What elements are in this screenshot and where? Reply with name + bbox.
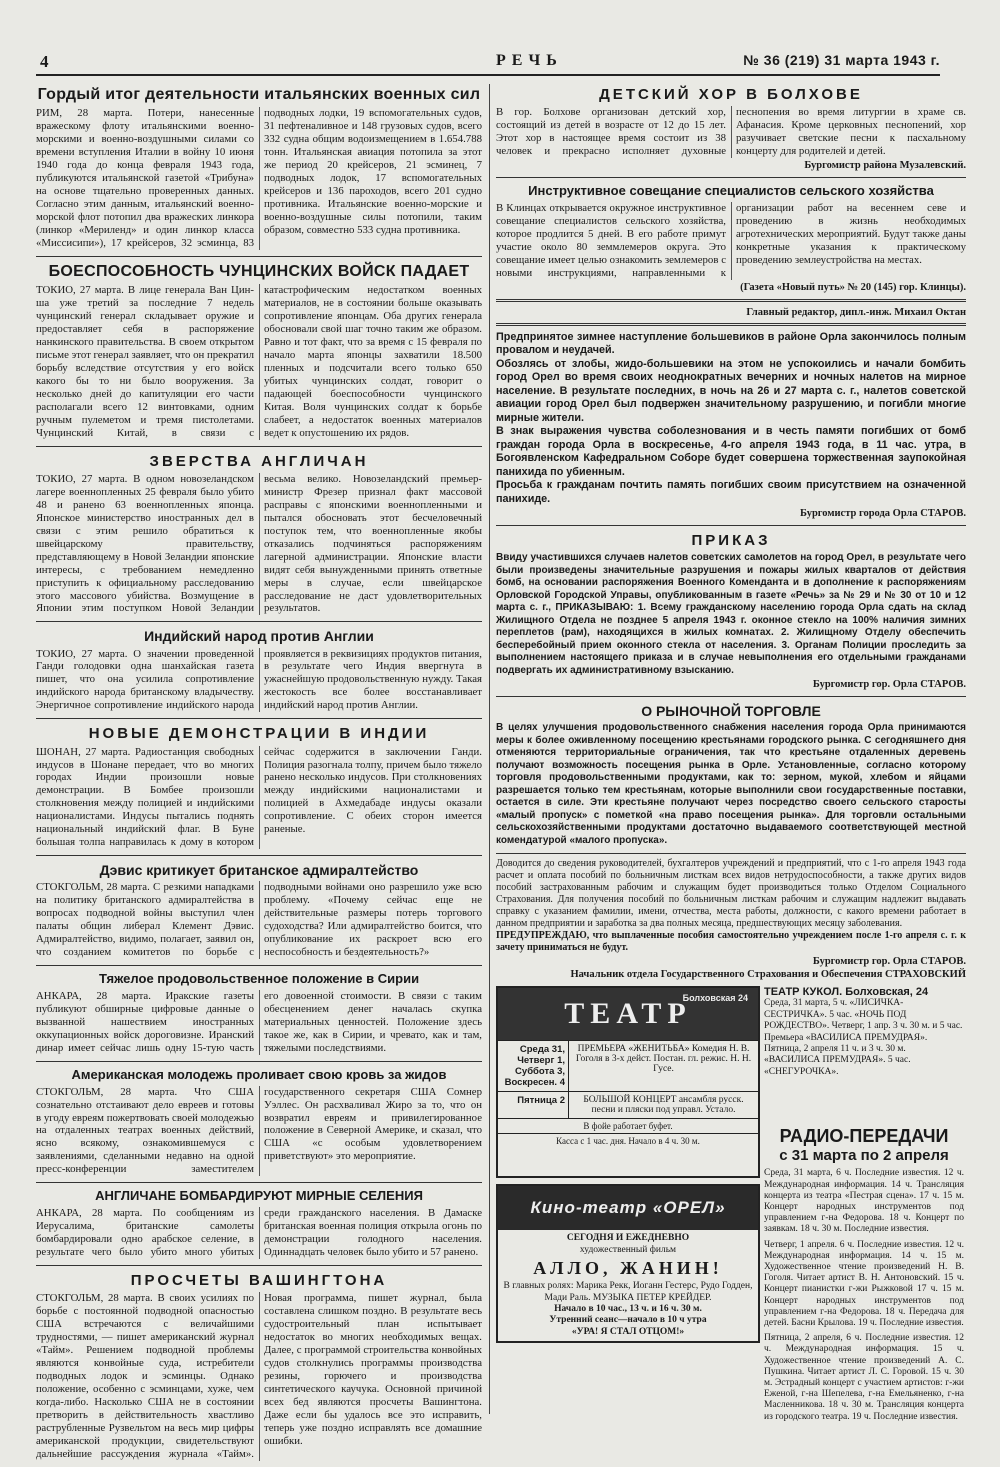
theatre-program: БОЛЬШОЙ КОНЦЕРТ ансамбля русск. песни и пляски под управл. Устало. [583,1095,744,1116]
divider [496,177,966,178]
article-social-insurance [496,858,966,980]
radio-programs [764,1120,964,1426]
divider [36,446,482,447]
source-note: (Газета «Новый путь» № 20 (145) гор. Клинцы). [740,281,966,293]
divider [36,855,482,856]
radio-subtitle: с 31 марта по 2 апреля [779,1147,949,1165]
theatre-footer: Касса с 1 час. дня. Начало в 4 ч. 30 м. [498,1133,758,1148]
article-title: АНГЛИЧАНЕ БОМБАРДИРУЮТ МИРНЫЕ СЕЛЕНИЯ [95,1188,423,1204]
article-agri-meeting [496,182,966,293]
theatre-address: Болховская 24 [682,993,748,1004]
article-text: ТОКИО, 27 марта. В одном новозеландском лагере военнопленных 25 февраля было убито 48 и ранено 63 военнопленных японца. Японское министерство иностранных дел в связи с этим решило обратиться к швейцарскому правительству, представляющему в Новой Зеландии японские интересы, с требованием немедленно приступить к официальному расследованию этого массового убийства. Возмущение в Японии этим поступком Новой Зеландии весьма велико. Новозеландский премьер-министр Фрезер признал факт массовой расправы с японскими военнопленными и пытался обосновать этот бесчеловечный поступок тем, что военнопленные якобы отказались подчиняться распоряжениям лагерной администрации. Японские власти видят себя вынужденными принять ответные меры в случае, если швейцарское расследование не даст удовлетворительных результатов. [36,472,482,615]
puppet-title: ТЕАТР КУКОЛ. Болховская, 24 [764,986,929,999]
article-orel-bombing [496,331,966,519]
film-title: АЛЛО, ЖАНИН! [533,1258,723,1279]
paragraph: Обозлясь от злобы, жидо-большевики на этом не успокоились и начали бомбить город Орел во время своих неоднократных вечерних и ночных налетов на мирное население. В результате последних, в ночь на 26 и 27 марта с. г., налетов советской авиации город Орел был подвержен значительному разрушению, и погибли многие мирные жители. [496,357,966,424]
divider [496,299,966,302]
article-title: Инструктивное совещание специалистов сельского хозяйства [528,183,934,199]
masthead [36,52,940,76]
column-divider [489,84,490,1414]
article-title: ПРОСЧЕТЫ ВАШИНГТОНА [130,1272,388,1290]
divider [36,256,482,257]
puppet-theatre-ad [764,986,964,1078]
article-chongqing [36,261,482,440]
article-text: В целях улучшения продовольственного снабжения населения города Орла принимаются меры к более оживленному посещению крестьянами городского рынка. С сегодняшнего дня отменяются территориальные ограничения, так что крестьяне отдаленных деревень получают возможность посещения рынка в Орле. Установленные, согласно которому торговля продовольственными продуктами, как то: зерном, мукой, хлебом и яйцами разрешается только тем крестьянам, которые выполнили свои государственные поставки, остается в силе. Эти крестьяне получают через посредство своего сельского старосты «малый пропуск» с пометкой «на право посещения рынка». Для торговли остальными сельскохозяйственными продуктами достаточно выдаваемого соответствующей местной комендатурой «малого пропуска». [496,722,966,846]
film-times: Начало в 10 час., 13 ч. и 16 ч. 30 м. [554,1303,702,1314]
article-syria [36,970,482,1055]
theatre-footer: В фойе работает буфет. [498,1118,758,1133]
theatre-ad [496,986,760,1178]
cinema-line: художественный фильм [579,1244,677,1255]
signature: Бургомистр гор. Орла СТАРОВ. [812,956,966,968]
divider [496,323,966,326]
article-title: Дэвис критикует британское адмиралтейство [99,862,419,879]
signature: Бургомистр города Орла СТАРОВ. [800,508,966,520]
theatre-days: Среда 31, Четверг 1, Суббота 3, Воскресен. 4 [498,1041,569,1091]
cinema-line: СЕГОДНЯ И ЕЖЕДНЕВНО [566,1233,690,1244]
article-text: ТОКИО, 27 марта. В лице генерала Ван Цин-ша уже третий за последние 7 недель чунцинский генерал складывает оружие и предоставляет себя в распоряжение нанкинского правительства. В своем открытом письме этот генерал заявляет, что он прекратил борьбу вследствие отсутствия у его войск какого бы то ни было вооружения. За несколько дней до капитуляции его части располагали всего 12 винтовками, одним ручным пулеметом и тремя пистолетами. Чунцинский Китай, в связи с катастрофическим недостатком военных материалов, не в состоянии больше оказывать сопротивление японцам. Оба других генерала обосновали свой шаг точно таким же образом. Равно и тот факт, что за время с 15 февраля по начало марта японцы захватили 18.500 пленных и подсчитали всего только 650 убитых чунцинских солдат, говорит о падающей боеспособности чунцинского Китая. Воля чунцинских солдат к борьбе слабеет, а недостаток военных материалов ведет к опустошению их рядов. [36,284,482,439]
divider [36,1061,482,1062]
theatre-days: Пятница 2 [498,1092,569,1118]
divider [36,1265,482,1266]
article-title: БОЕСПОСОБНОСТЬ ЧУНЦИНСКИХ ВОЙСК ПАДАЕТ [48,262,470,280]
article-india-demonstrations [36,723,482,849]
paragraph: В знак выражения чувства соболезнования и в честь памяти погибших от бомб граждан города Орла в воскресенье, 4-го апреля 1943 года, в 11 час. утра, в Богоявленском Кафедральном Соборе будет совершена торжественная заупокойная панихида по убиенным. [496,425,966,478]
theatre-row [498,1091,758,1118]
article-text: Ввиду участившихся случаев налетов советских самолетов на город Орел, в результате чего были произведены значительные разрушения и пожары жилых кварталов от действия бомб, на основании распоряжения Военного Коменданта и в дополнение к распоряжениям Орловской Городской Управы, опубликованным в газете «Речь» за № 29 и № 30 от 10 и 12 марта с. г., ПРИКАЗЫВАЮ: 1. Всему гражданскому населению города Орла сдать на склад Жилищного Отдела не позднее 5 апреля 1943 г. оконное стекло на 100% наличия зимних переплетов (рам), находящихся в жилых комнатах. 2. Жилищному Отделу обеспечить бесперебойный прием оконного стекла от населения. 3. Органам Полиции проследить за выполнением настоящего приказа и в случае невыполнения его отдельными гражданами подвергать их административному взысканию. [496,552,966,676]
article-title: ПРИКАЗ [691,532,771,550]
article-washington [36,1270,482,1461]
article-childrens-choir [496,84,966,171]
article-text: ШОНАН, 27 марта. Радиостанция свободных индусов в Шонане передает, что во многих городах Индии произошли новые демонстрации. В Бомбее произошли столкновения между полицией и индийскими националистами. Индусы пытались поднять национальный индийский флаг. В Буне большая толпа направилась к дому в котором сейчас содержится в заключении Ганди. Полиция разогнала толпу, причем было тяжело ранено несколько индусов. При столкновениях между индийскими националистами и полицией в Ахмедабаде индусы оказали сопротивление. С обеих сторон имеется раненые. [36,745,482,849]
divider [496,853,966,854]
article-title: Американская молодежь проливает свою кровь за жидов [71,1066,447,1082]
left-column [36,84,482,1467]
article-text: РИМ, 28 марта. Потери, нанесенные вражескому флоту итальянскими военно-морскими и военно-воздушными силами со времени вступления Италии в войну 10 июня 1940 года до конца февраля 1943 года, публикуются итальянской газетой «Трибуна» на основе тщательно проверенных данных. Согласно этим данным, итальянский военно-морской флот потопил два вражеских линкора (линкор «Мериленд» и один линкор класса «Миссисипи»), 17 крейсеров, 32 эсминца, 83 подводных лодки, 19 вспомогательных судов, 31 пефтеналивное и 148 грузовых судов, всего 332 судна общим водоизмещением в 1.654.788 тонн. Итальянская авиация потопила за этот же период 20 крейсеров, 21 эсминец, 7 подводных лодок, 17 вспомогательных крейсеров и 136 пароходов, всего 201 судно противника. Итальянские военно-морские и военно-воздушные силы потопили, таким образом, совместно 533 судна противника. [36,107,482,249]
article-atrocities [36,451,482,616]
article-text: АНКАРА, 28 марта. Иракские газеты публикуют обширные цифровые данные о вызванной нашествием иностранных оккупационных войск дороговизне. Иранский динар имеет сейчас лишь одну 15-тую часть его довоенной стоимости. В связи с таким обесценением денег началась скупка материальных ценностей. Положение здесь такое же, как в Сирии, и чревато, как и там, тяжелыми последствиями. [36,989,482,1054]
theatre-row [498,1040,758,1091]
theatre-program: ПРЕМЬЕРА «ЖЕНИТЬБА» Комедия Н. В. Гоголя в 3-х дейст. Постан. гл. режис. Н. Н. Гусе. [575,1044,752,1075]
warning-text: ПРЕДУПРЕЖДАЮ, что выплаченные пособия самостоятельно учреждением после 1-го апреля с. г. к зачету приниматься не будут. [496,930,966,954]
article-text: СТОКГОЛЬМ, 28 марта. С резкими нападками на политику британского адмиралтейства в вопросах подводной войны выступил член палаты общин либерал Клемент Дэвис. Адмиралтейство, видимо, полагает, заявил он, что созданием комитетов по борьбе с подводными войнами оно разрешило уже всю проблему. «Почему сейчас еще не действительные размеры потерь торгового судоходства? Или адмиралтейство боится, что опубликование их раскроет всю его неспособность и бездеятельность?» [36,881,482,959]
divider [36,965,482,966]
signature: Бургомистр района Музалевский. [804,160,966,172]
article-text: СТОКГОЛЬМ, 28 марта. В своих усилиях по борьбе с постоянной подводной опасностью США встречаются с величайшими трудностями, — пишет американский журнал «Тайм». Решением подводной проблемы являются конвойные суда, истребители подводных лодок и эсминцы. Однако положение, особенно с эсминцами, хуже, чем когда-либо. Насколько США не в состоянии претворить в действительность хвастливо раструбленные Рузвельтом на весь мир цифры американской продукции, свидетельствуют дальнейшие рассуждения журнала «Тайм». Новая программа, пишет журнал, была составлена слишком поздно. В результате весь судостроительный план испытывает недостаток во многих необходимых вещах. Далее, с программой строительства конвойных судов столкнулись программы производства резины, горючего и производства синтетического каучука. Основной причиной всех бед являются просчеты Вашингтона. Даже если бы удалось все это исправить, теперь уже поздно исправлять все домашние ошибки. [36,1292,482,1460]
article-title: ДЕТСКИЙ ХОР В БОЛХОВЕ [599,86,863,103]
morning-film: «УРА! Я СТАЛ ОТЦОМ!» [571,1326,685,1337]
article-market-trade [496,701,966,847]
signature: Бургомистр гор. Орла СТАРОВ. [812,679,966,691]
radio-day: Пятница, 2 апреля, 6 ч. Последние известия. 12 ч. Международная информация. 15 ч. Художественное чтение произведений А. С. Пушкина. Читает артист Л. С. Горовой. 15 ч. 30 м. Эстрадный концерт с участием артистов: г-жи Еженой, г-на Шепелева, г-на Емельяненко, г-на Масленникова. 18 ч. 30 м. Трансляция концерта из городского театра. 19 ч. Последние известия. [764,1333,964,1422]
article-text: В гор. Болхове организован детский хор, состоящий из детей в возрасте от 12 до 15 лет. Этот хор в настоящее время состоит из 38 человек и прекрасно исполняет духовные песнопения во время литургии в храме св. Афанасия. Кроме церковных песнопений, хор разучивает светские песни к пасхальному концерту для родителей и детей. [496,106,966,158]
newspaper-title: РЕЧЬ [496,52,563,69]
radio-day: Среда, 31 марта, 6 ч. Последние известия. 12 ч. Международная информация. 14 ч. Трансляция концерта из театра «Пестрая сцена». 17 ч. 15 м. Концерт народных инструментов под управлением г-на Федорова. 18 ч. Концерт по заявкам. 18 ч. 30 м. Последние известия. [764,1168,964,1235]
article-american-youth [36,1066,482,1177]
divider [496,525,966,526]
advertisements [496,986,966,1422]
article-title: Гордый итог деятельности итальянских военных сил [37,86,481,103]
divider [496,696,966,697]
article-title: НОВЫЕ ДЕМОНСТРАЦИИ В ИНДИИ [88,725,430,743]
divider [36,718,482,719]
puppet-text: Среда, 31 марта, 5 ч. «ЛИСИЧКА-СЕСТРИЧКА». 5 час. «НОЧЬ ПОД РОЖДЕСТВО». Четверг, 1 апр. 3 ч. 30 м. и 5 час. Премьера «ВАСИЛИСА ПРЕМУДРАЯ». Пятница, 2 апреля 11 ч. и 3 ч. 30 м. «ВАСИЛИСА ПРЕМУДРАЯ». 5 час. «СНЕГУРОЧКА». [764,998,963,1077]
theatre-logo-text: ТЕАТР [564,997,692,1031]
film-cast: В главных ролях: Марика Рекк, Иоганн Гестерс, Рудо Годден, Мади Раль. МУЗЫКА ПЕТЕР КРЕЙДЕР. [503,1281,753,1303]
radio-title: РАДИО-ПЕРЕДАЧИ [779,1126,949,1147]
article-title: О РЫНОЧНОЙ ТОРГОВЛЕ [641,703,821,720]
article-text: СТОКГОЛЬМ, 28 марта. Что США сознательно отстаивают дело евреев и готовы в угоду евреям пожертвовать своей молодежью на отдаленных театрах военных действий, ясно всякому, ознакомившемуся с заявлениями, сделанными недавно на одной пресс-конференции заместителем государственного секретаря США Сомнер Уэллес. Он расхваливал Жиро за то, что он возвратил евреям и привилегированное положение в Северной Америке, и сказал, что США «с особым удовлетворением приветствуют» это мероприятие. [36,1085,482,1176]
morning-show: Утренний сеанс—начало в 10 ч утра [549,1315,707,1326]
article-italian-forces [36,84,482,250]
radio-day: Четверг, 1 апреля. 6 ч. Последние известия. 12 ч. Международная информация. 14 ч. 15 м. Художественное чтение произведений Н. В. Гоголя. Читает артист В. Н. Антоновский. 15 ч. Концерт пианистки г-жи Рыжковой 17 ч. 15 м. Концерт народных инструментов под управлением г-на Федорова. 18 ч. Передача для детей. Басни Крылова. 19 ч. Последние известия. [764,1239,964,1328]
article-indian-people [36,626,482,712]
divider [36,621,482,622]
theatre-logo [498,988,758,1040]
paragraph: Предпринятое зимнее наступление большевиков в районе Орла закончилось полным провалом и неудачей. [496,330,966,357]
editor-line: Главный редактор, дипл.-инж. Михаил Октан [746,306,966,318]
issue-date: № 36 (219) 31 марта 1943 г. [743,52,940,68]
right-column [496,84,966,1422]
article-order [496,530,966,690]
article-title: ЗВЕРСТВА АНГЛИЧАН [149,452,369,470]
article-text: В Клинцах открывается окружное инструктивное совещание специалистов сельского хозяйства, которое продлится 5 дней. В его работе примут участие около 80 земмлемеров округа. Это совещание имеет целью ознакомить землемеров с новыми инструкциями, направленными к организации работ на весеннем севе и проведению в жизнь необходимых агротехнических мероприятий. Будут также даны конкретные указания к практическому проведению землеустройства на местах. [496,202,966,279]
cinema-ad [496,1184,760,1343]
article-text: ТОКИО, 27 марта. О значении проведенной Ганди голодовки одна шанхайская газета пишет, что она усилила сопротивление индийского народа британскому владычеству. Энергичное сопротивление индийского народа проявляется в реквизициях продуктов питания, в результате чего Индия ввергнута в ужаснейшую продовольственную нужду. Такая жестокость все более восстанавливает индийский народ против Англии. [36,647,482,712]
divider [36,1182,482,1183]
article-text: АНКАРА, 28 марта. По сообщениям из Иерусалима, британские самолеты бомбардировали одно арабское селение, в результате чего было убито много убитых среди гражданского населения. В Дамаске британская военная полиция открыла огонь по демонстрации голодного населения. Одиннадцать человек было убито и 57 ранено. [36,1207,482,1259]
page-number: 4 [40,52,49,71]
article-bombing [36,1187,482,1259]
article-text: Доводится до сведения руководителей, бухгалтеров учреждений и предприятий, что с 1-го апреля 1943 года расчет и оплата пособий по больничным листкам всех видов нетрудоспособности, а также других видов пособий застрахованным рабочим и служащим будет производиться только Отделом Социального Страхования. Для получения пособий по больничным листкам рабочим и служащим надлежит выдавать справку с указанием фамилии, имени, отчества, места работы, должности, с какого времени работает в данном предприятии и заработка за два полных месяца, предшествующих месяцу заболевания. [496,858,966,930]
cinema-body [498,1230,758,1341]
article-title: Индийский народ против Англии [144,628,374,645]
signature: Начальник отдела Государственного Страхования и Обеспечения СТРАХОВСКИЙ [570,969,966,981]
article-davies [36,860,482,959]
paragraph: Просьба к гражданам почтить память погибших своим присутствием на означенной панихиде. [496,479,966,505]
cinema-logo: Кино-театр «ОРЕЛ» [498,1186,758,1230]
article-title: Тяжелое продовольственное положение в Сирии [98,970,420,986]
